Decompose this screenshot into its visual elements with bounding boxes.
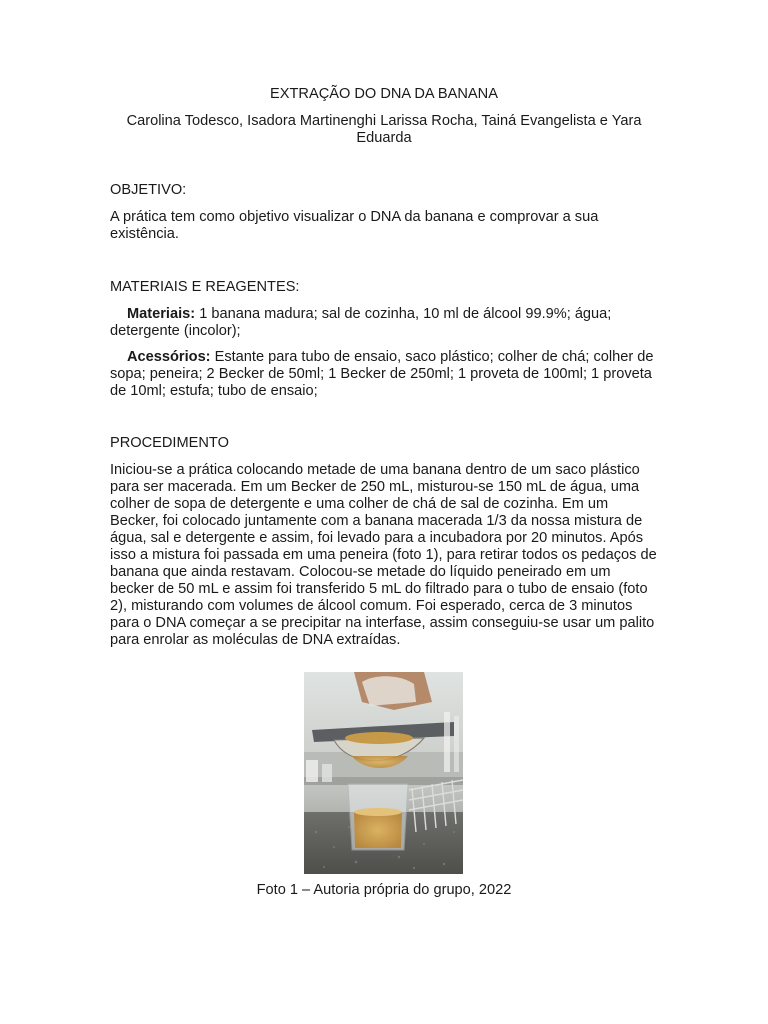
materials-heading: MATERIAIS E REAGENTES: xyxy=(110,279,300,295)
photo-caption: Foto 1 – Autoria própria do grupo, 2022 xyxy=(256,882,512,898)
lab-photo xyxy=(304,672,463,874)
accessories-paragraph xyxy=(110,349,658,400)
lab-photo-illustration xyxy=(304,672,463,874)
materials-text: 1 banana madura; sal de cozinha, 10 ml de álcool 99.9%; água; detergente (incolor); xyxy=(110,306,612,339)
accessories-label: Acessórios: xyxy=(127,349,211,365)
objective-heading: OBJETIVO: xyxy=(110,182,187,198)
accessories-text: Estante para tubo de ensaio, saco plástico; colher de chá; colher de sopa; peneira; 2 Becker de 50ml; 1 Becker de 250ml; 1 proveta de 100ml; 1 proveta de 10ml; estufa; tubo de ensaio; xyxy=(110,349,654,399)
document-title: EXTRAÇÃO DO DNA DA BANANA xyxy=(270,86,498,102)
materials-label: Materiais: xyxy=(127,306,196,322)
objective-text: A prática tem como objetivo visualizar o DNA da banana e comprovar a sua existência. xyxy=(110,209,599,242)
procedure-text: Iniciou-se a prática colocando metade de uma banana dentro de um saco plástico para ser macerada. Em um Becker de 250 mL, misturou-se 150 mL de água, uma colher de sopa de detergente e uma colher de chá de sal de cozinha. Em um Becker, foi colocado juntamente com a banana macerada 1/3 da nossa mistura de água, sal e detergente e assim, foi levado para a incubadora por 20 minutos. Após isso a mistura foi passada em uma peneira (foto 1), para retirar todos os pedaços de banana que ainda restavam. Colocou-se metade do líquido peneirado em um becker de 50 mL e assim foi transferido 5 mL do filtrado para o tubo de ensaio (foto 2), misturando com volumes de álcool comum. Foi esperado, cerca de 3 minutos para o DNA começar a se precipitar na interfase, assim conseguiu-se usar um palito para enrolar as moléculas de DNA extraídas. xyxy=(110,462,657,648)
materials-paragraph xyxy=(110,306,658,340)
document-authors: Carolina Todesco, Isadora Martinenghi Larissa Rocha, Tainá Evangelista e Yara Eduarda xyxy=(126,113,642,146)
procedure-heading: PROCEDIMENTO xyxy=(110,435,229,451)
